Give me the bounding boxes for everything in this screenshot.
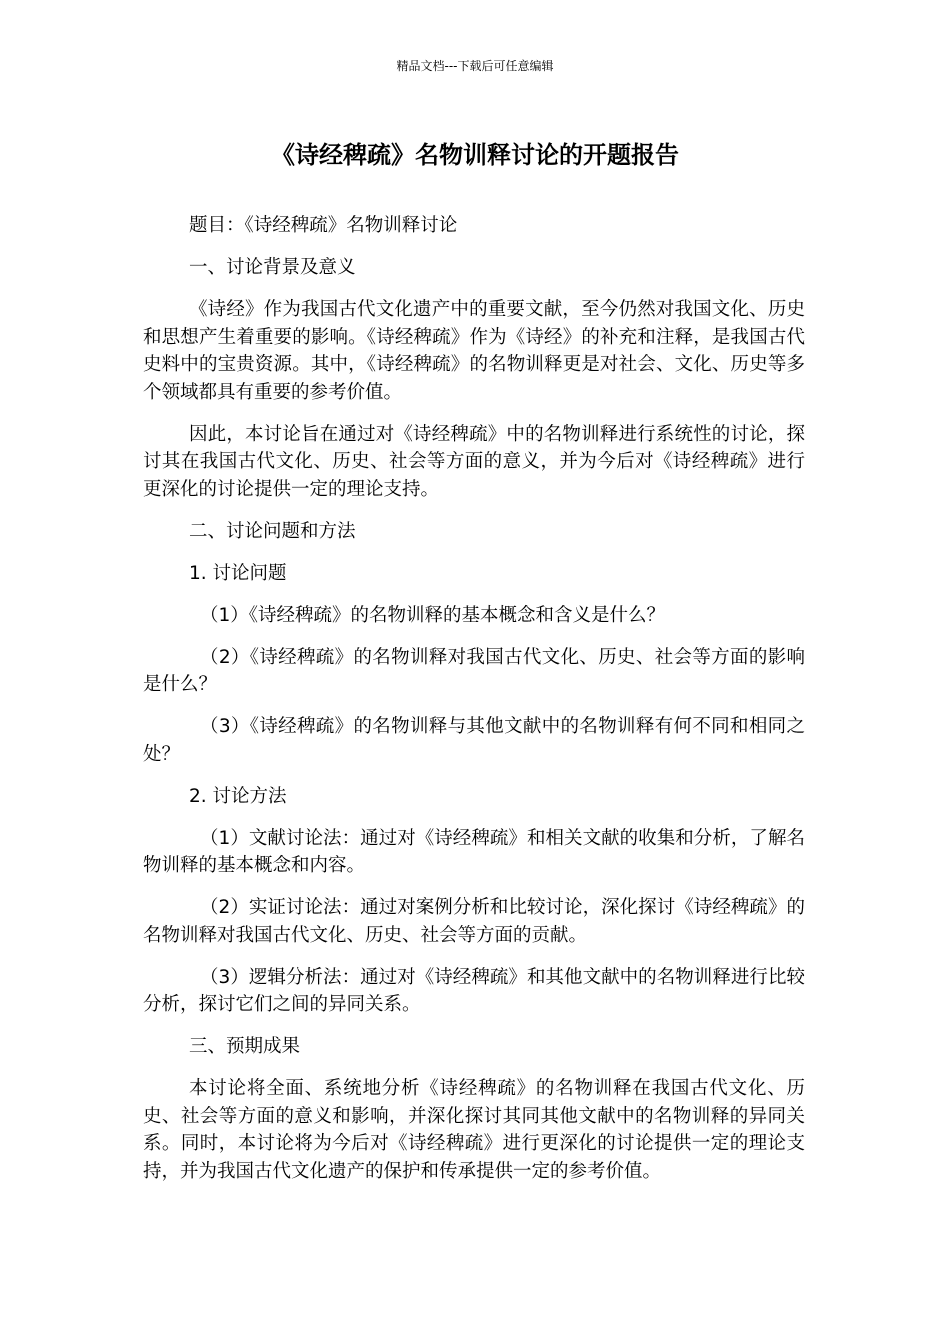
subheading-questions: 1. 讨论问题 <box>189 562 287 584</box>
method-item-2: （2）实证讨论法：通过对案例分析和比较讨论，深化探讨《诗经稗疏》的名物训释对我国古代文化、历史、社会等方面的贡献。 <box>143 897 805 946</box>
question-item-3: （3）《诗经稗疏》的名物训释与其他文献中的名物训释有何不同和相同之处？ <box>143 716 805 765</box>
section-heading-background: 一、讨论背景及意义 <box>189 257 356 278</box>
background-paragraph-2: 因此，本讨论旨在通过对《诗经稗疏》中的名物训释进行系统性的讨论，探讨其在我国古代文化、历史、社会等方面的意义，并为今后对《诗经稗疏》进行更深化的讨论提供一定的理论支持。 <box>143 423 805 500</box>
topic-line: 题目：《诗经稗疏》名物训释讨论 <box>189 215 458 236</box>
subheading-methods: 2. 讨论方法 <box>189 785 287 807</box>
page-header: 精品文档---下载后可任意编辑 <box>396 59 554 73</box>
question-item-2: （2）《诗经稗疏》的名物训释对我国古代文化、历史、社会等方面的影响是什么？ <box>143 646 805 695</box>
document-title: 《诗经稗疏》名物训释讨论的开题报告 <box>271 141 679 169</box>
background-paragraph-1: 《诗经》作为我国古代文化遗产中的重要文献，至今仍然对我国文化、历史和思想产生着重要的影响。《诗经稗疏》作为《诗经》的补充和注释，是我国古代史料中的宝贵资源。其中，《诗经稗疏》的名物训释更是对社会、文化、历史等多个领域都具有重要的参考价值。 <box>143 299 805 403</box>
section-heading-questions-methods: 二、讨论问题和方法 <box>189 520 356 542</box>
section-heading-expected-results: 三、预期成果 <box>189 1036 301 1057</box>
question-item-1: （1）《诗经稗疏》的名物训释的基本概念和含义是什么？ <box>200 604 666 626</box>
expected-results-paragraph: 本讨论将全面、系统地分析《诗经稗疏》的名物训释在我国古代文化、历史、社会等方面的意义和影响，并深化探讨其同其他文献中的名物训释的异同关系。同时，本讨论将为今后对《诗经稗疏》进行更深化的讨论提供一定的理论支持，并为我国古代文化遗产的保护和传承提供一定的参考价值。 <box>143 1078 805 1182</box>
document-body <box>143 212 805 1200</box>
method-item-1: （1）文献讨论法：通过对《诗经稗疏》和相关文献的收集和分析，了解名物训释的基本概念和内容。 <box>143 827 805 876</box>
method-item-3: （3）逻辑分析法：通过对《诗经稗疏》和其他文献中的名物训释进行比较分析，探讨它们之间的异同关系。 <box>143 966 805 1015</box>
